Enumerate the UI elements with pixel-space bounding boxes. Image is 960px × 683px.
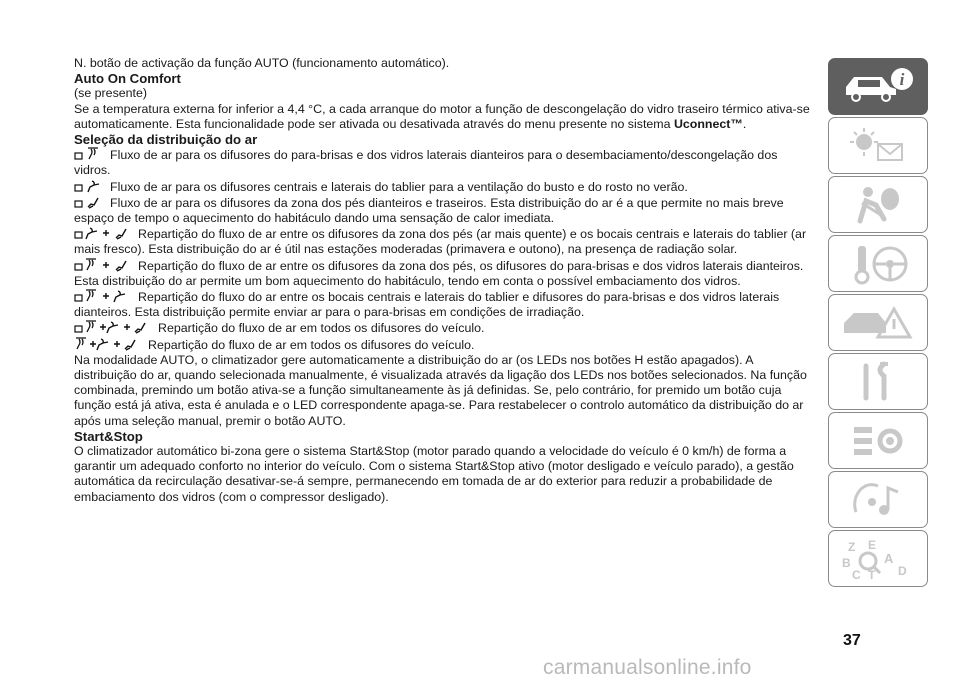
tab-emergency[interactable]	[828, 294, 928, 351]
start-stop-body: O climatizador automático bi-zona gere o sistema Start&Stop (motor parado quando a velocidade do veículo é 0 km/h) de forma a garantir um adequado conforto no interior do veículo. Com o sistema Start&Stop ativo (motor desligado e veículo parado), a gestão automática da recirculação desativar-se-á sempre, permanecendo em tomada de ar do exterior para reduzir a probabilidade de embaciamento dos vidros (com o compressor desligado).	[74, 444, 794, 504]
dist-text-face-windscreen: Repartição do fluxo do ar entre os bocais centrais e laterais do tablier e difusores do para-brisas e dos vidros laterais dianteiros. Esta distribuição permite enviar ar para o para-brisas em condições de irradiação.	[74, 290, 780, 320]
dist-item-face	[74, 179, 814, 195]
all-vents-auto-icon	[74, 337, 146, 351]
intro-line: N. botão de activação da função AUTO (funcionamento automático).	[74, 56, 450, 70]
dist-text-face: Fluxo de ar para os difusores centrais e laterais do tablier para a ventilação do busto e do rosto no verão.	[110, 179, 688, 194]
windscreen-plus-feet-icon	[74, 258, 136, 272]
svg-text:T: T	[868, 567, 876, 581]
svg-text:i: i	[899, 69, 905, 89]
svg-text:A: A	[884, 550, 894, 566]
tab-technical-data[interactable]	[828, 412, 928, 469]
tab-warning-lights[interactable]	[828, 117, 928, 174]
key-steering-icon	[838, 242, 918, 286]
face-vent-icon	[74, 179, 108, 193]
chapter-sidebar	[828, 58, 928, 589]
svg-text:D: D	[898, 563, 907, 578]
windscreen-plus-face-icon	[74, 289, 136, 303]
wrench-tools-icon	[838, 360, 918, 404]
dist-item-feet-face	[74, 226, 814, 257]
page-number: 37	[843, 632, 861, 649]
air-distribution-heading: Seleção da distribuição do ar	[74, 132, 258, 148]
svg-text:C: C	[852, 567, 861, 581]
dist-text-feet-face: Repartição do fluxo de ar entre os difusores da zona dos pés (ar mais quente) e os bocais centrais e laterais do tablier (ar mais fresco). Esta distribuição do ar é útil nas estações moderadas (primavera e outono), na presença de radiação solar.	[74, 227, 807, 257]
auto-body-text: Se a temperatura externa for inferior a 4,4 °C, a cada arranque do motor a função de descongelação do vidro traseiro térmico ativa-se automaticamente. Esta funcionalidade pode ser ativada ou desativada através do menu presente no sistema	[74, 101, 810, 131]
dist-text-all-2: Repartição do fluxo de ar em todos os difusores do veículo.	[148, 337, 475, 352]
dist-text-feet-windscreen: Repartição do fluxo de ar entre os difusores da zona dos pés, os difusores do para-brisas e dos vidros laterais dianteiros. Esta distribuição do ar permite um bom aquecimento do habitáculo, tendo em conta o possível embaciamento dos vidros.	[74, 258, 804, 288]
auto-mode-paragraph: Na modalidade AUTO, o climatizador gere automaticamente a distribuição do ar (os LEDs nos botões H estão apagados). A distribuição do ar, quando selecionada manualmente, é visualizada através da ligação dos LEDs nos botões selecionados. Na função combinada, premindo um botão ativa-se a função simultaneamente às já definidas. Se, pelo contrário, for premido um botão cuja função está já ativa, esta é anulada e o LED correspondente apaga-se. Para restabelecer o controlo automático da distribuição do ar após uma seleção manual, premir o botão AUTO.	[74, 352, 807, 428]
dist-text-feet: Fluxo de ar para os difusores da zona dos pés dianteiros e traseiros. Esta distribuição do ar é a que permite no mais breve espaço de tempo o aquecimento do habitáculo dando uma sensação de calor imediata.	[74, 195, 784, 226]
car-info-icon	[838, 65, 918, 109]
dist-item-feet	[74, 195, 814, 226]
car-emergency-icon	[838, 301, 918, 345]
airbag-safety-icon	[838, 183, 918, 227]
svg-text:B: B	[842, 555, 851, 570]
tab-maintenance[interactable]	[828, 353, 928, 410]
svg-text:Z: Z	[848, 539, 856, 554]
dist-item-all-2	[74, 337, 814, 353]
uconnect-label: Uconnect™	[673, 116, 743, 131]
tab-safety[interactable]	[828, 176, 928, 233]
windscreen-vent-icon	[74, 147, 108, 161]
dist-item-all-1	[74, 320, 814, 336]
face-plus-feet-icon	[74, 226, 136, 240]
manual-page-content	[74, 56, 814, 505]
dist-text-all-1: Repartição do fluxo de ar em todos os difusores do veículo.	[158, 321, 485, 336]
svg-text:E: E	[868, 537, 877, 552]
multimedia-music-icon	[838, 478, 918, 522]
auto-on-comfort-subtitle: (se presente)	[74, 86, 148, 101]
start-stop-heading: Start&Stop	[74, 428, 143, 444]
dist-item-feet-windscreen	[74, 258, 814, 289]
watermark: carmanualsonline.info	[543, 656, 752, 679]
technical-data-icon	[838, 419, 918, 463]
warning-lights-icon	[838, 124, 918, 168]
tab-starting-driving[interactable]	[828, 235, 928, 292]
dist-text-windscreen: Fluxo de ar para os difusores do para-brisas e dos vidros laterais dianteiros para o desembaciamento/descongelação dos vidros.	[74, 148, 778, 178]
dist-item-face-windscreen	[74, 289, 814, 320]
alphabetical-index-icon	[838, 537, 918, 581]
all-vents-icon	[74, 320, 156, 334]
auto-on-comfort-body	[74, 102, 814, 132]
dist-item-windscreen	[74, 147, 814, 178]
tab-multimedia[interactable]	[828, 471, 928, 528]
tab-car-info[interactable]	[828, 58, 928, 115]
feet-vent-icon	[74, 195, 108, 209]
auto-on-comfort-heading: Auto On Comfort	[74, 71, 181, 87]
auto-body-end: .	[742, 116, 747, 131]
tab-index[interactable]	[828, 530, 928, 587]
